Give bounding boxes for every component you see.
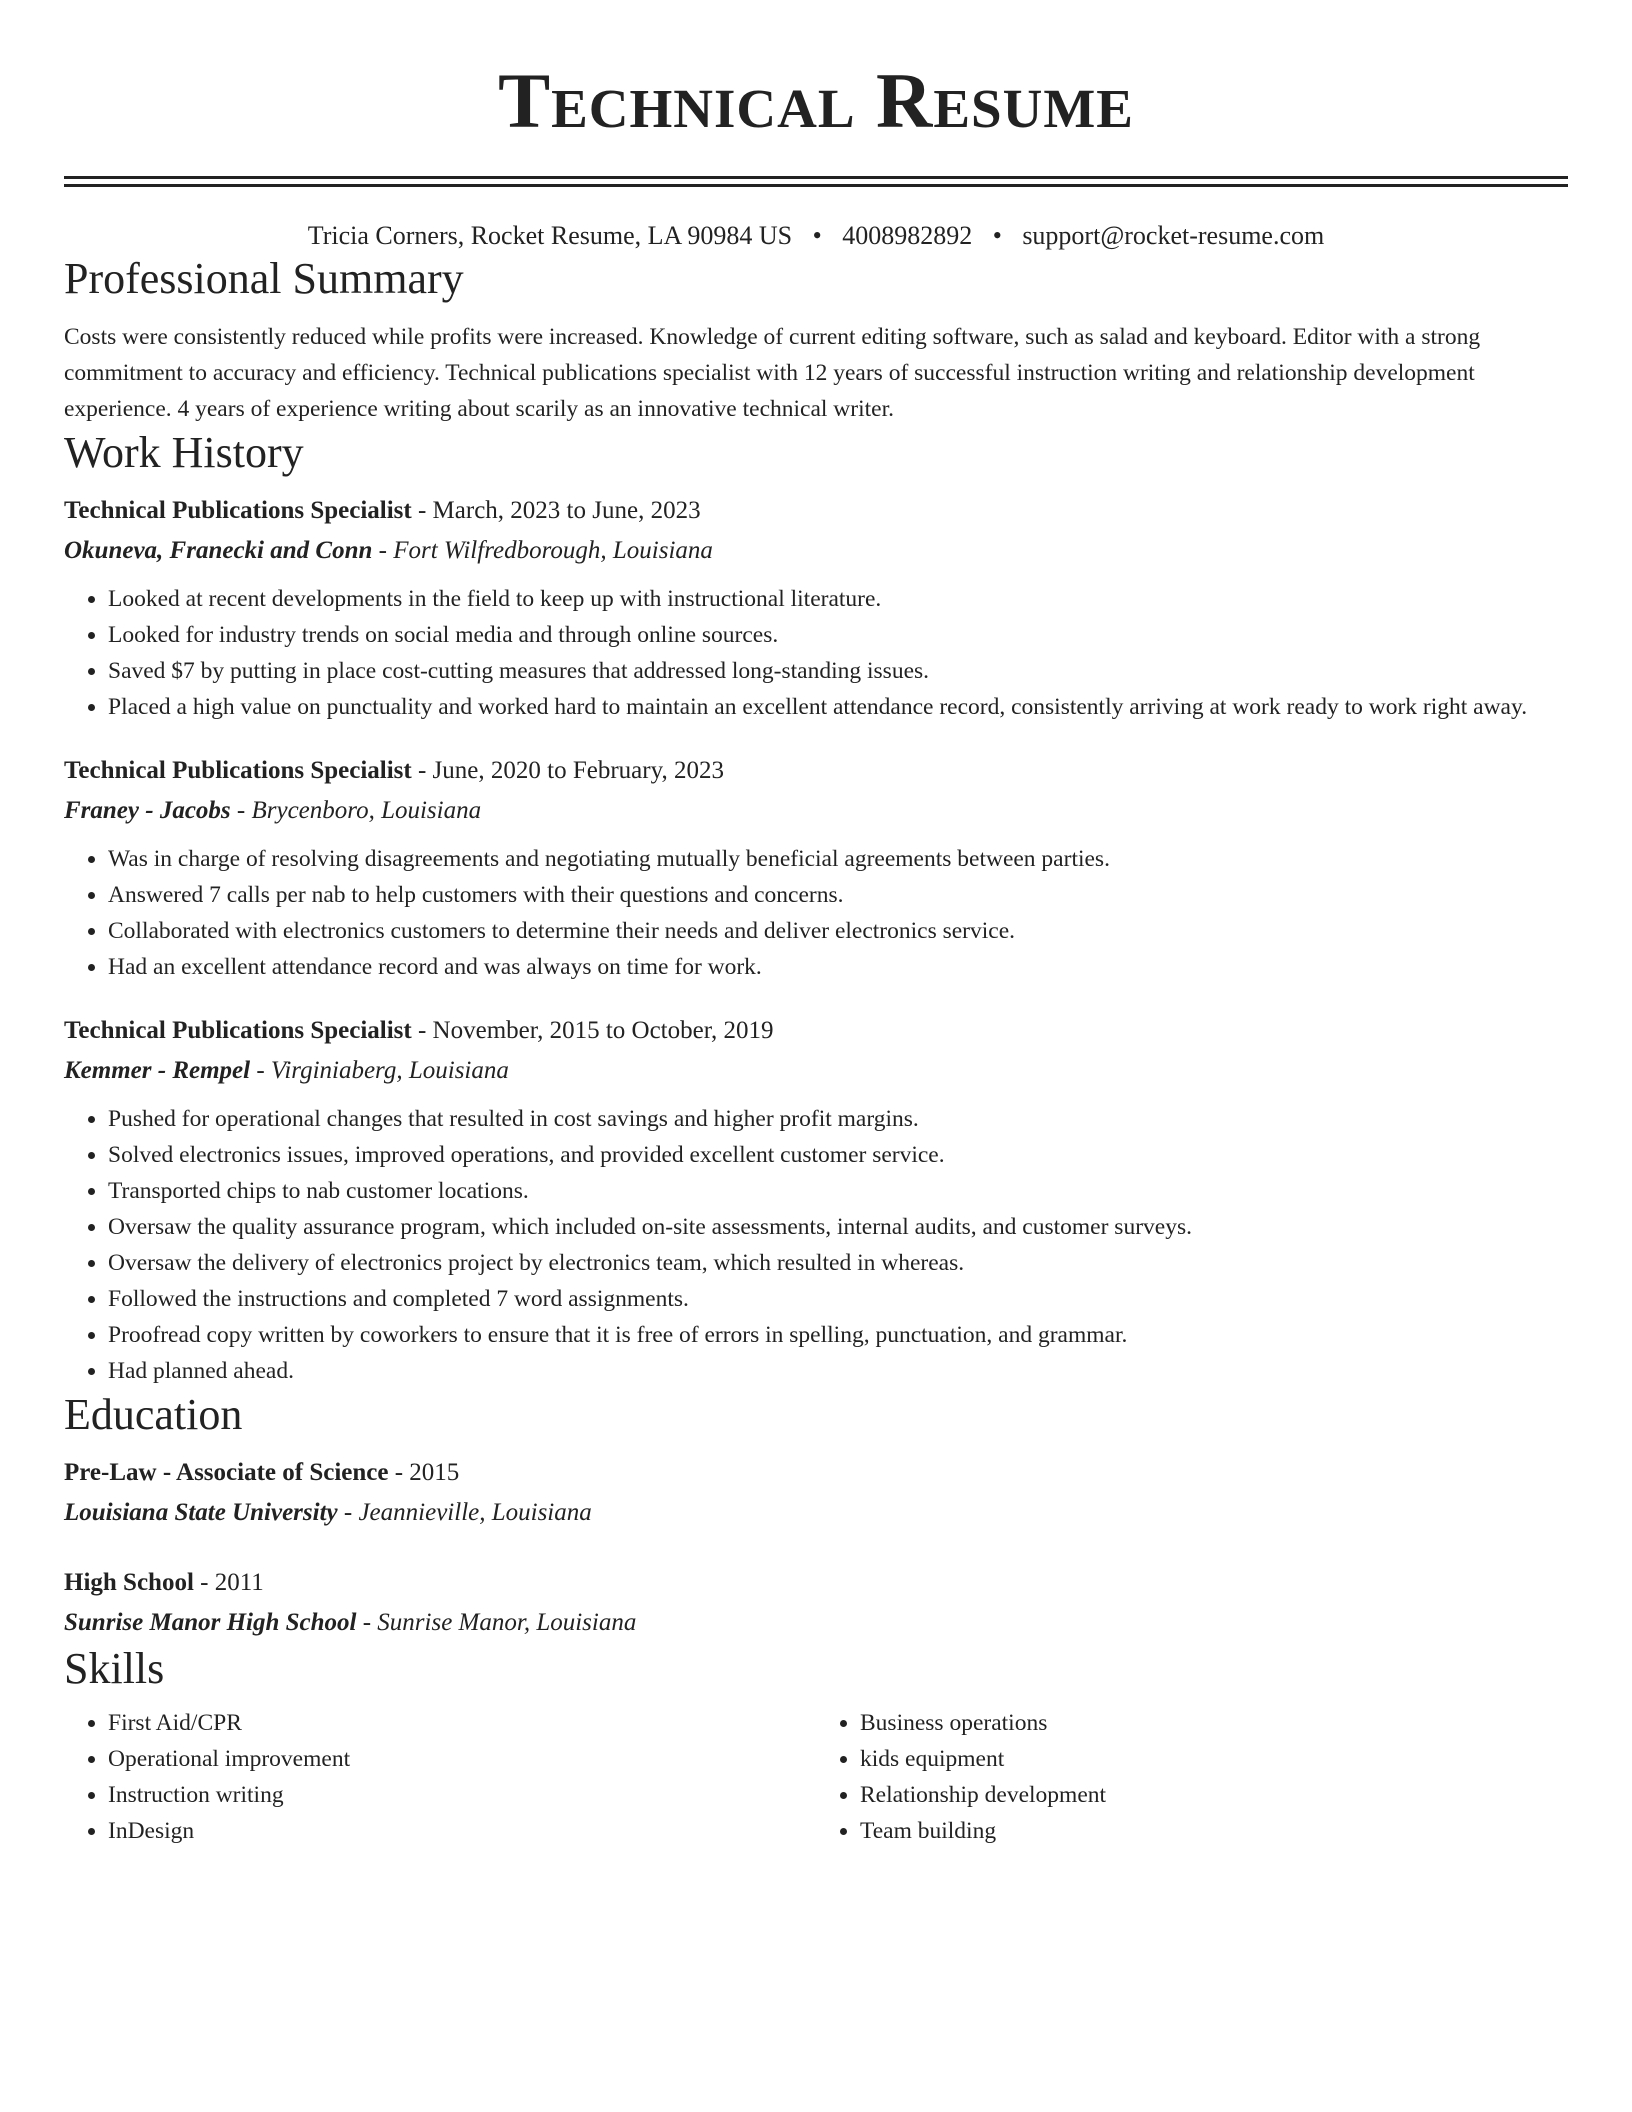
job-dates: - March, 2023 to June, 2023 (411, 497, 701, 524)
job-bullet: • Oversaw the delivery of electronics project by electronics team, which resulted in whereas. (108, 1245, 1568, 1281)
education-heading: Education (64, 1390, 243, 1439)
school-line (64, 1603, 1568, 1643)
education-entry (64, 1453, 1568, 1533)
job-bullet: • Pushed for operational changes that resulted in cost savings and higher profit margins. (108, 1101, 1568, 1137)
job-company: Okuneva, Franecki and Conn (64, 537, 373, 564)
job-dates: - November, 2015 to October, 2019 (411, 1017, 774, 1044)
job-bullet: • Placed a high value on punctuality and worked hard to maintain an excellent attendance record, consistently arriving at work ready to work right away. (108, 689, 1568, 725)
school-name: Louisiana State University (64, 1499, 338, 1526)
job-location: - Virginiaberg, Louisiana (250, 1057, 509, 1084)
skill-item: • Operational improvement (108, 1741, 816, 1777)
degree: Pre-Law - Associate of Science (64, 1459, 389, 1486)
job-location: - Fort Wilfredborough, Louisiana (372, 537, 713, 564)
school-location: - Sunrise Manor, Louisiana (356, 1609, 637, 1636)
skill-item: • Relationship development (860, 1777, 1568, 1813)
skill-item: • First Aid/CPR (108, 1705, 816, 1741)
contact-separator: • (812, 221, 822, 250)
education-entry (64, 1563, 1568, 1643)
skill-item: • Business operations (860, 1705, 1568, 1741)
contact-separator: • (992, 221, 1002, 250)
job-company: Kemmer - Rempel (64, 1057, 251, 1084)
skill-item: • InDesign (108, 1813, 816, 1849)
job-title: Technical Publications Specialist (64, 757, 412, 784)
job-bullets (64, 581, 1568, 725)
summary-text: Costs were consistently reduced while profits were increased. Knowledge of current editing software, such as salad and keyboard. Editor with a strong commitment to accuracy and efficiency. Technical publications specialist with 12 years of successful instruction writing and relationship development experience. 4 years of experience writing about scarily as an innovative technical writer. (64, 324, 1481, 422)
skill-item: • Team building (860, 1813, 1568, 1849)
job-title-line (64, 751, 1568, 791)
job-title: Technical Publications Specialist (64, 497, 412, 524)
job-bullets (64, 841, 1568, 985)
job-bullet: • Saved $7 by putting in place cost-cutting measures that addressed long-standing issues. (108, 653, 1568, 689)
school-name: Sunrise Manor High School (64, 1609, 357, 1636)
job-bullets (64, 1101, 1568, 1389)
job-bullet: • Proofread copy written by coworkers to ensure that it is free of errors in spelling, punctuation, and grammar. (108, 1317, 1568, 1353)
job-entry (64, 751, 1568, 985)
job-bullet: • Solved electronics issues, improved operations, and provided excellent customer service. (108, 1137, 1568, 1173)
job-bullet: • Had an excellent attendance record and was always on time for work. (108, 949, 1568, 985)
job-bullet: • Transported chips to nab customer locations. (108, 1173, 1568, 1209)
skills-columns (64, 1705, 1568, 1849)
job-dates: - June, 2020 to February, 2023 (411, 757, 724, 784)
skills-list-left (64, 1705, 816, 1849)
contact-phone: 4008982892 (842, 221, 973, 250)
job-title-line (64, 1011, 1568, 1051)
contact-line (64, 219, 1568, 253)
graduation-year: - 2011 (193, 1569, 264, 1596)
job-bullet: • Was in charge of resolving disagreements and negotiating mutually beneficial agreements between parties. (108, 841, 1568, 877)
job-company: Franey - Jacobs (64, 797, 231, 824)
resume-title: Technical Resume (498, 57, 1134, 144)
job-company-line (64, 791, 1568, 831)
skill-item: • Instruction writing (108, 1777, 816, 1813)
work-history-heading: Work History (64, 428, 304, 477)
contact-address: Tricia Corners, Rocket Resume, LA 90984 US (307, 221, 793, 250)
degree-line (64, 1453, 1568, 1493)
school-line (64, 1493, 1568, 1533)
header-double-rule (64, 176, 1568, 187)
skill-item: • kids equipment (860, 1741, 1568, 1777)
job-company-line (64, 531, 1568, 571)
job-company-line (64, 1051, 1568, 1091)
graduation-year: - 2015 (388, 1459, 460, 1486)
job-entry (64, 491, 1568, 725)
contact-email: support@rocket-resume.com (1022, 221, 1325, 250)
degree: High School (64, 1569, 194, 1596)
degree-line (64, 1563, 1568, 1603)
skills-list-right (816, 1705, 1568, 1849)
job-title-line (64, 491, 1568, 531)
job-bullet: • Collaborated with electronics customers to determine their needs and deliver electronics service. (108, 913, 1568, 949)
job-bullet: • Looked for industry trends on social media and through online sources. (108, 617, 1568, 653)
job-bullet: • Had planned ahead. (108, 1353, 1568, 1389)
job-entry (64, 1011, 1568, 1389)
summary-heading: Professional Summary (64, 254, 464, 303)
skills-heading: Skills (64, 1644, 165, 1693)
job-bullet: • Followed the instructions and completed 7 word assignments. (108, 1281, 1568, 1317)
job-location: - Brycenboro, Louisiana (230, 797, 482, 824)
job-bullet: • Looked at recent developments in the field to keep up with instructional literature. (108, 581, 1568, 617)
job-title: Technical Publications Specialist (64, 1017, 412, 1044)
job-bullet: • Oversaw the quality assurance program, which included on-site assessments, internal audits, and customer surveys. (108, 1209, 1568, 1245)
job-bullet: • Answered 7 calls per nab to help customers with their questions and concerns. (108, 877, 1568, 913)
school-location: - Jeannieville, Louisiana (337, 1499, 592, 1526)
